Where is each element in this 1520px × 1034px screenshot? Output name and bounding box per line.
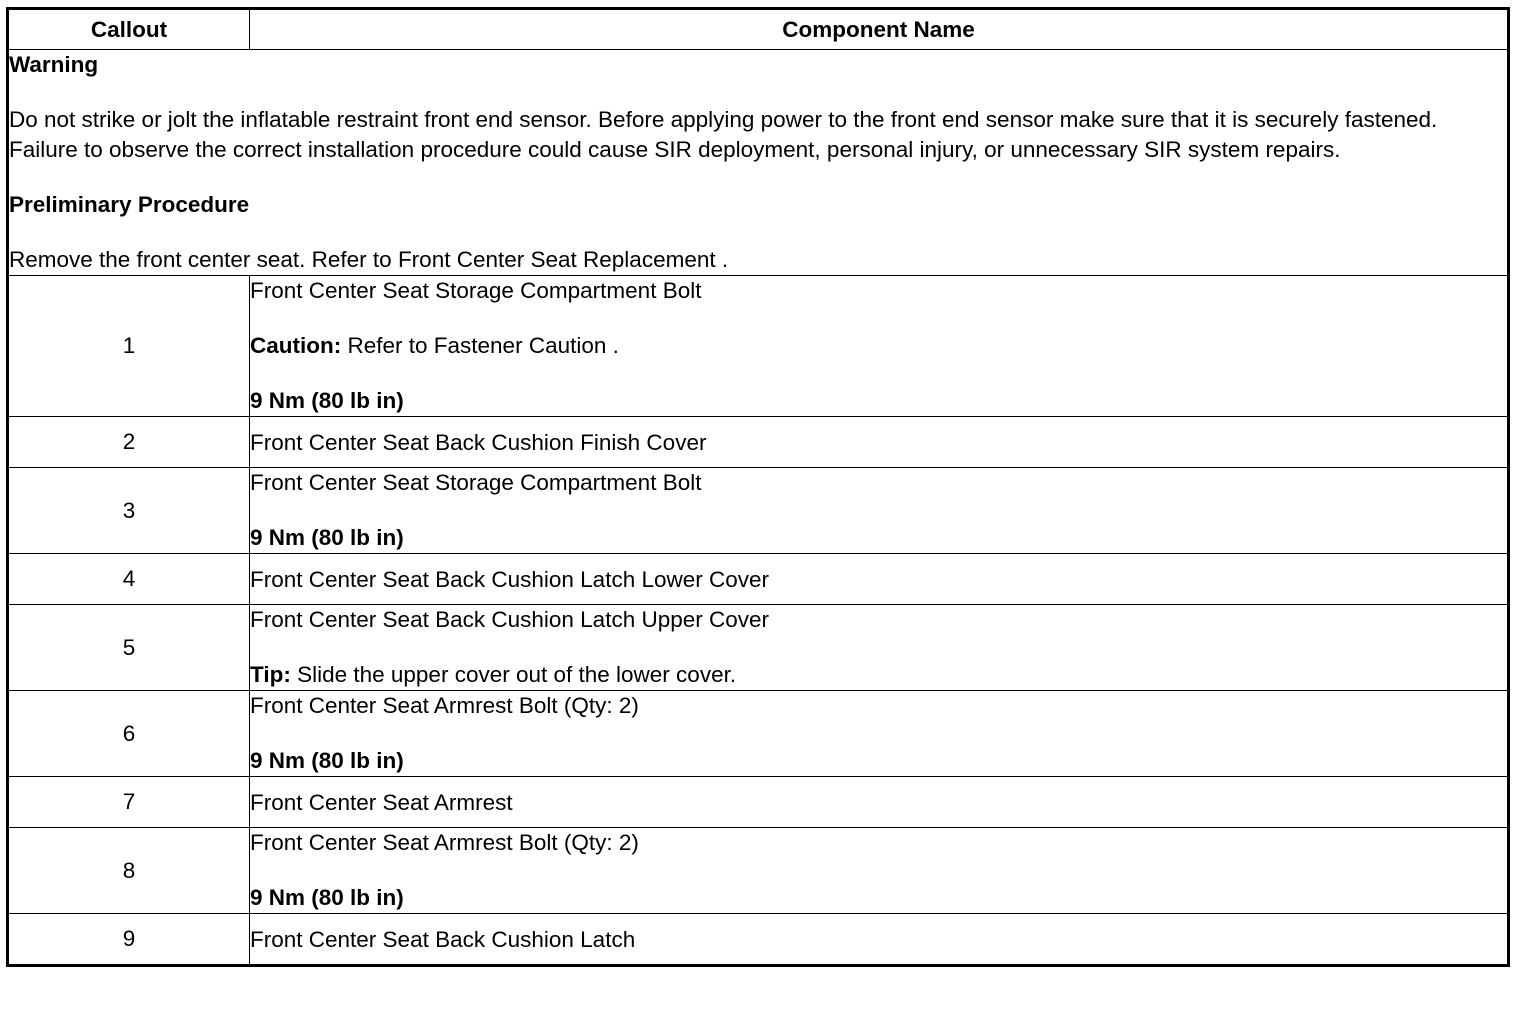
callout-cell: 3	[8, 468, 250, 554]
component-table	[6, 7, 1510, 967]
component-name: Front Center Seat Armrest	[250, 790, 513, 815]
table-row	[8, 417, 1509, 468]
callout-cell: 8	[8, 828, 250, 914]
component-name: Front Center Seat Back Cushion Latch Upper Cover	[250, 607, 770, 632]
component-cell	[250, 417, 1509, 468]
callout-cell: 7	[8, 777, 250, 828]
component-name: Front Center Seat Storage Compartment Bolt	[250, 278, 702, 303]
header-row	[8, 9, 1509, 50]
component-cell	[250, 554, 1509, 605]
torque-spec: 9 Nm (80 lb in)	[250, 388, 404, 413]
notes-row	[8, 50, 1509, 276]
table-row	[8, 468, 1509, 554]
component-name: Front Center Seat Back Cushion Latch Lower Cover	[250, 567, 770, 592]
component-name: Front Center Seat Back Cushion Latch	[250, 927, 636, 952]
preliminary-title: Preliminary Procedure	[9, 192, 250, 217]
table-row	[8, 777, 1509, 828]
note-text: Refer to Fastener Caution .	[341, 333, 619, 358]
callout-cell: 5	[8, 605, 250, 691]
callout-cell: 6	[8, 691, 250, 777]
component-cell	[250, 691, 1509, 777]
table-row	[8, 276, 1509, 417]
callout-cell: 2	[8, 417, 250, 468]
table-row	[8, 914, 1509, 966]
callout-header: Callout	[8, 9, 250, 50]
component-name: Front Center Seat Armrest Bolt (Qty: 2)	[250, 830, 639, 855]
note-label: Tip:	[250, 662, 291, 687]
component-name: Front Center Seat Storage Compartment Bolt	[250, 470, 702, 495]
callout-cell: 1	[8, 276, 250, 417]
component-cell	[250, 276, 1509, 417]
component-name: Front Center Seat Armrest Bolt (Qty: 2)	[250, 693, 639, 718]
component-cell	[250, 468, 1509, 554]
component-name: Front Center Seat Back Cushion Finish Cover	[250, 430, 707, 455]
warning-text: Do not strike or jolt the inflatable restraint front end sensor. Before applying power to the front end sensor make sure that it is securely fastened. Failure to observe the correct installation procedure could cause SIR deployment, personal injury, or unnecessary SIR system repairs.	[9, 107, 1438, 162]
torque-spec: 9 Nm (80 lb in)	[250, 748, 404, 773]
table-row	[8, 828, 1509, 914]
component-name-header: Component Name	[250, 9, 1509, 50]
component-cell	[250, 777, 1509, 828]
component-cell	[250, 914, 1509, 966]
notes-cell	[8, 50, 1509, 276]
note-label: Caution:	[250, 333, 342, 358]
table-row	[8, 691, 1509, 777]
component-cell	[250, 605, 1509, 691]
warning-title: Warning	[9, 52, 99, 77]
callout-cell: 9	[8, 914, 250, 966]
torque-spec: 9 Nm (80 lb in)	[250, 525, 404, 550]
table-row	[8, 554, 1509, 605]
note-text: Slide the upper cover out of the lower cover.	[290, 662, 737, 687]
callout-cell: 4	[8, 554, 250, 605]
preliminary-text: Remove the front center seat. Refer to Front Center Seat Replacement .	[9, 247, 729, 272]
component-note	[250, 331, 1507, 361]
component-cell	[250, 828, 1509, 914]
table-row	[8, 605, 1509, 691]
component-note	[250, 660, 1507, 690]
torque-spec: 9 Nm (80 lb in)	[250, 885, 404, 910]
